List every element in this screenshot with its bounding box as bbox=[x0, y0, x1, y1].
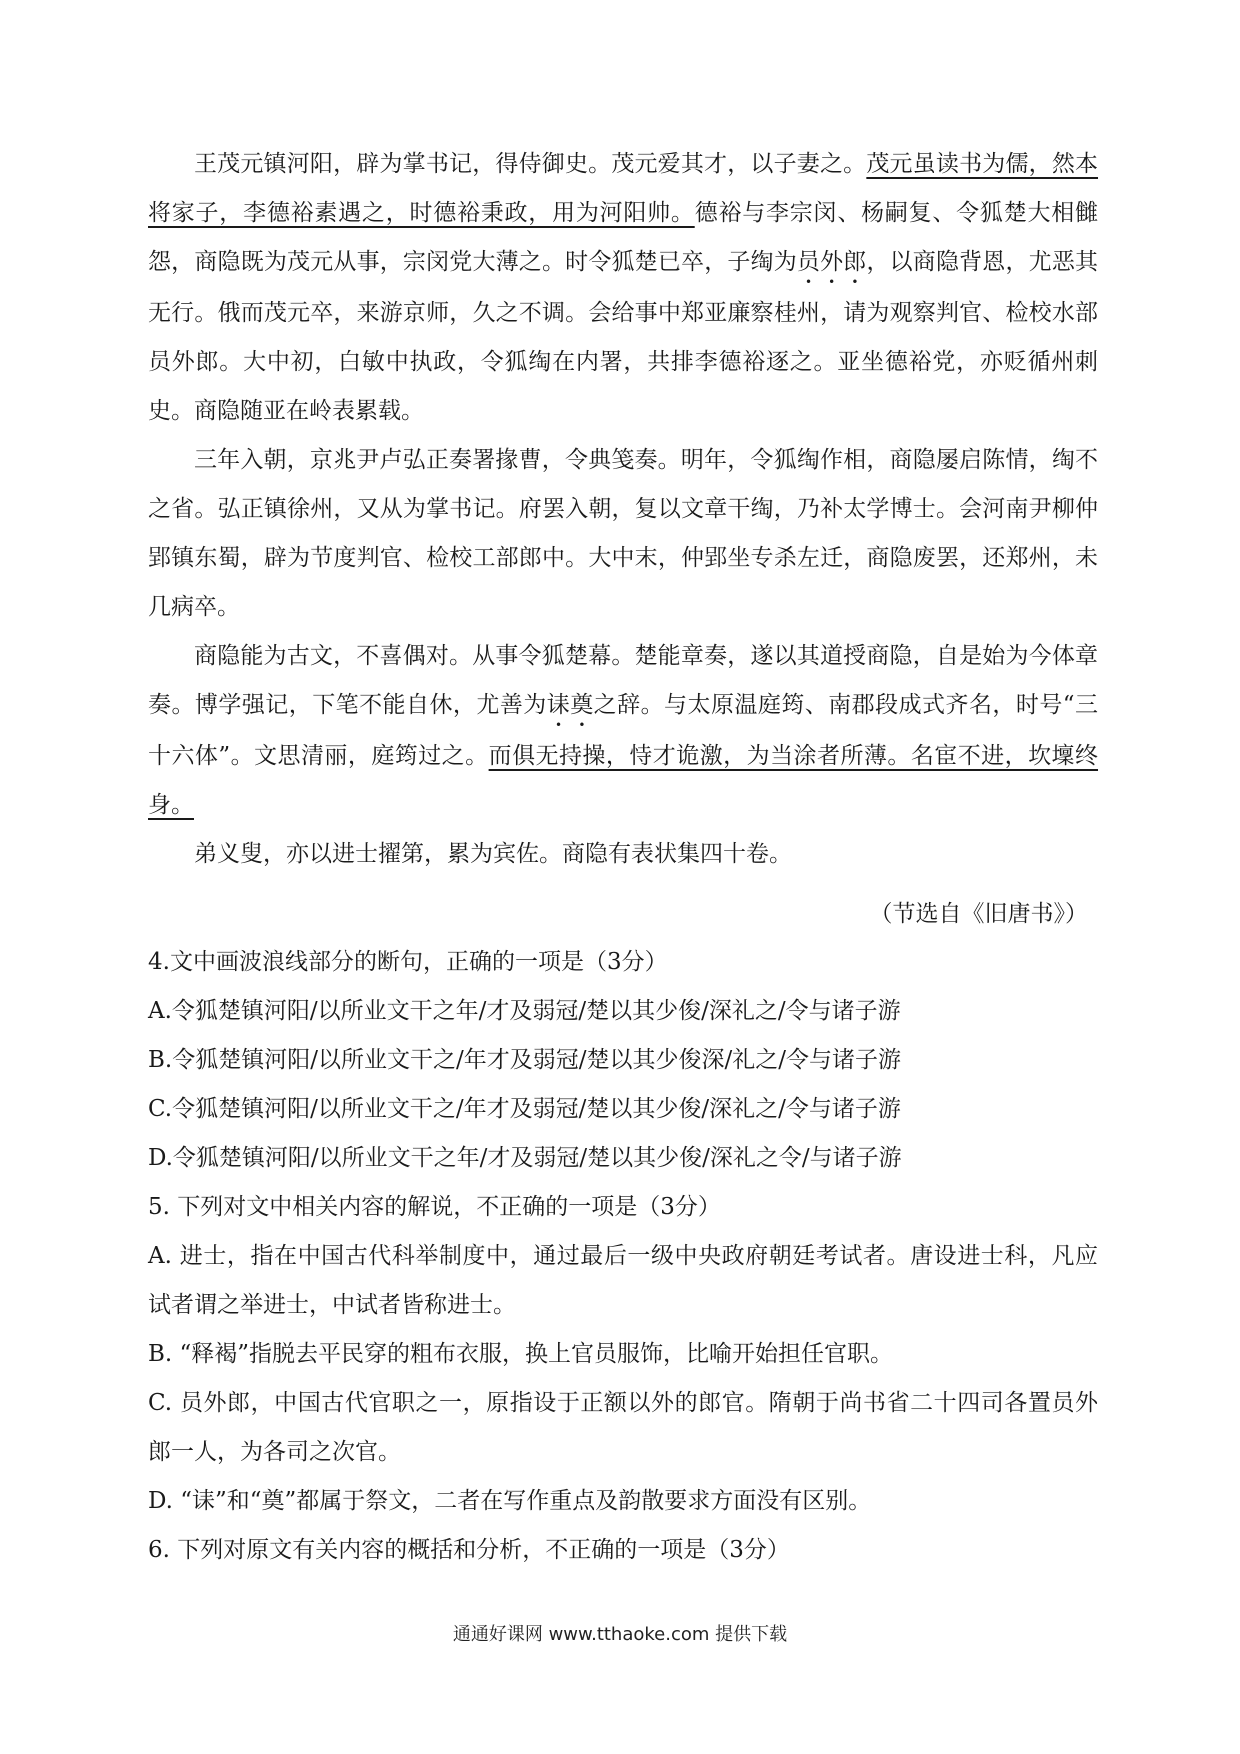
question-5-stem: 5. 下列对文中相关内容的解说，不正确的一项是（3分） bbox=[148, 1194, 721, 1220]
p3-sentence-1-before: 商隐能为古文，不喜偶对。从事令狐楚幕。楚能章奏，遂以其道授商隐，自是始为今体章奏。博学强记，下笔不能自休，尤善为 bbox=[148, 643, 1098, 718]
p1-dotted-term: 员外郎 bbox=[796, 249, 867, 275]
p1-underlined-sentence: 茂元虽读书为儒，然本将家子，李德裕素遇之，时德裕秉政，用为河阳帅。 bbox=[148, 151, 1099, 226]
page-footer: 通通好课网 www.tthaoke.com 提供下载 bbox=[452, 1624, 788, 1645]
question-5-option-c: C. 员外郎，中国古代官职之一，原指设于正额以外的郎官。隋朝于尚书省二十四司各置员外郎一人，为各司之次官。 bbox=[148, 1390, 1098, 1465]
question-4-option-d: D.令狐楚镇河阳/以所业文干之年/才及弱冠/楚以其少俊/深礼之令/与诸子游 bbox=[148, 1145, 902, 1171]
p1-sentence-1: 王茂元镇河阳，辟为掌书记，得侍御史。茂元爱其才，以子妻之。 bbox=[194, 151, 867, 177]
question-4-option-b: B.令狐楚镇河阳/以所业文干之/年才及弱冠/楚以其少俊深/礼之/令与诸子游 bbox=[148, 1047, 901, 1073]
question-5-option-a: A. 进士，指在中国古代科举制度中，通过最后一级中央政府朝廷考试者。唐设进士科，凡应试者谓之举进士，中试者皆称进士。 bbox=[148, 1243, 1098, 1318]
p3-underlined-sentence: 而俱无持操，恃才诡激，为当涂者所薄。名宦不进，坎壈终身。 bbox=[148, 743, 1099, 818]
question-6-stem: 6. 下列对原文有关内容的概括和分析，不正确的一项是（3分） bbox=[148, 1537, 790, 1563]
classical-passage bbox=[148, 140, 1098, 879]
p3-sentence-1-after: 之辞。与太原温庭筠、南郡段成式齐名，时号“三十六体”。文思清丽，庭筠过之。 bbox=[148, 692, 1099, 769]
passage-paragraph-3 bbox=[148, 632, 1098, 830]
question-4-option-c: C.令狐楚镇河阳/以所业文干之/年才及弱冠/楚以其少俊/深礼之/令与诸子游 bbox=[148, 1096, 901, 1122]
passage-paragraph-4: 弟义叟，亦以进士擢第，累为宾佐。商隐有表状集四十卷。 bbox=[194, 841, 792, 867]
question-4-stem: 4.文中画波浪线部分的断句，正确的一项是（3分） bbox=[148, 949, 668, 975]
p1-sentence-3-after: ，以商隐背恩，尤恶其无行。俄而茂元卒，来游京师，久之不调。会给事中郑亚廉察桂州，请为观察判官、检校水部员外郎。大中初，白敏中执政，令狐绹在内署，共排李德裕逐之。亚坐德裕党，亦贬循州刺史。商隐随亚在岭表累载。 bbox=[148, 249, 1099, 424]
passage-paragraph-2: 三年入朝，京兆尹卢弘正奏署掾曹，令典笺奏。明年，令狐绹作相，商隐屡启陈情，绹不之省。弘正镇徐州，又从为掌书记。府罢入朝，复以文章干绹，乃补太学博士。会河南尹柳仲郢镇东蜀，辟为节度判官、检校工部郎中。大中末，仲郢坐专杀左迁，商隐废罢，还郑州，未几病卒。 bbox=[148, 447, 1098, 620]
source-citation: （节选自《旧唐书》） bbox=[869, 901, 1088, 927]
passage-paragraph-1 bbox=[148, 140, 1098, 436]
p1-sentence-3-before: 德裕与李宗闵、杨嗣复、令狐楚大相雠怨，商隐既为茂元从事，宗闵党大薄之。时令狐楚已卒，子绹为 bbox=[148, 200, 1099, 275]
question-4-option-a: A.令狐楚镇河阳/以所业文干之年/才及弱冠/楚以其少俊/深礼之/令与诸子游 bbox=[148, 998, 901, 1024]
question-list bbox=[148, 938, 1098, 1575]
question-5-option-d: D. “诔”和“奠”都属于祭文，二者在写作重点及韵散要求方面没有区别。 bbox=[148, 1488, 872, 1514]
p3-dotted-term: 诔奠 bbox=[546, 692, 594, 718]
question-5-option-b: B. “释褐”指脱去平民穿的粗布衣服，换上官员服饰，比喻开始担任官职。 bbox=[148, 1341, 894, 1367]
